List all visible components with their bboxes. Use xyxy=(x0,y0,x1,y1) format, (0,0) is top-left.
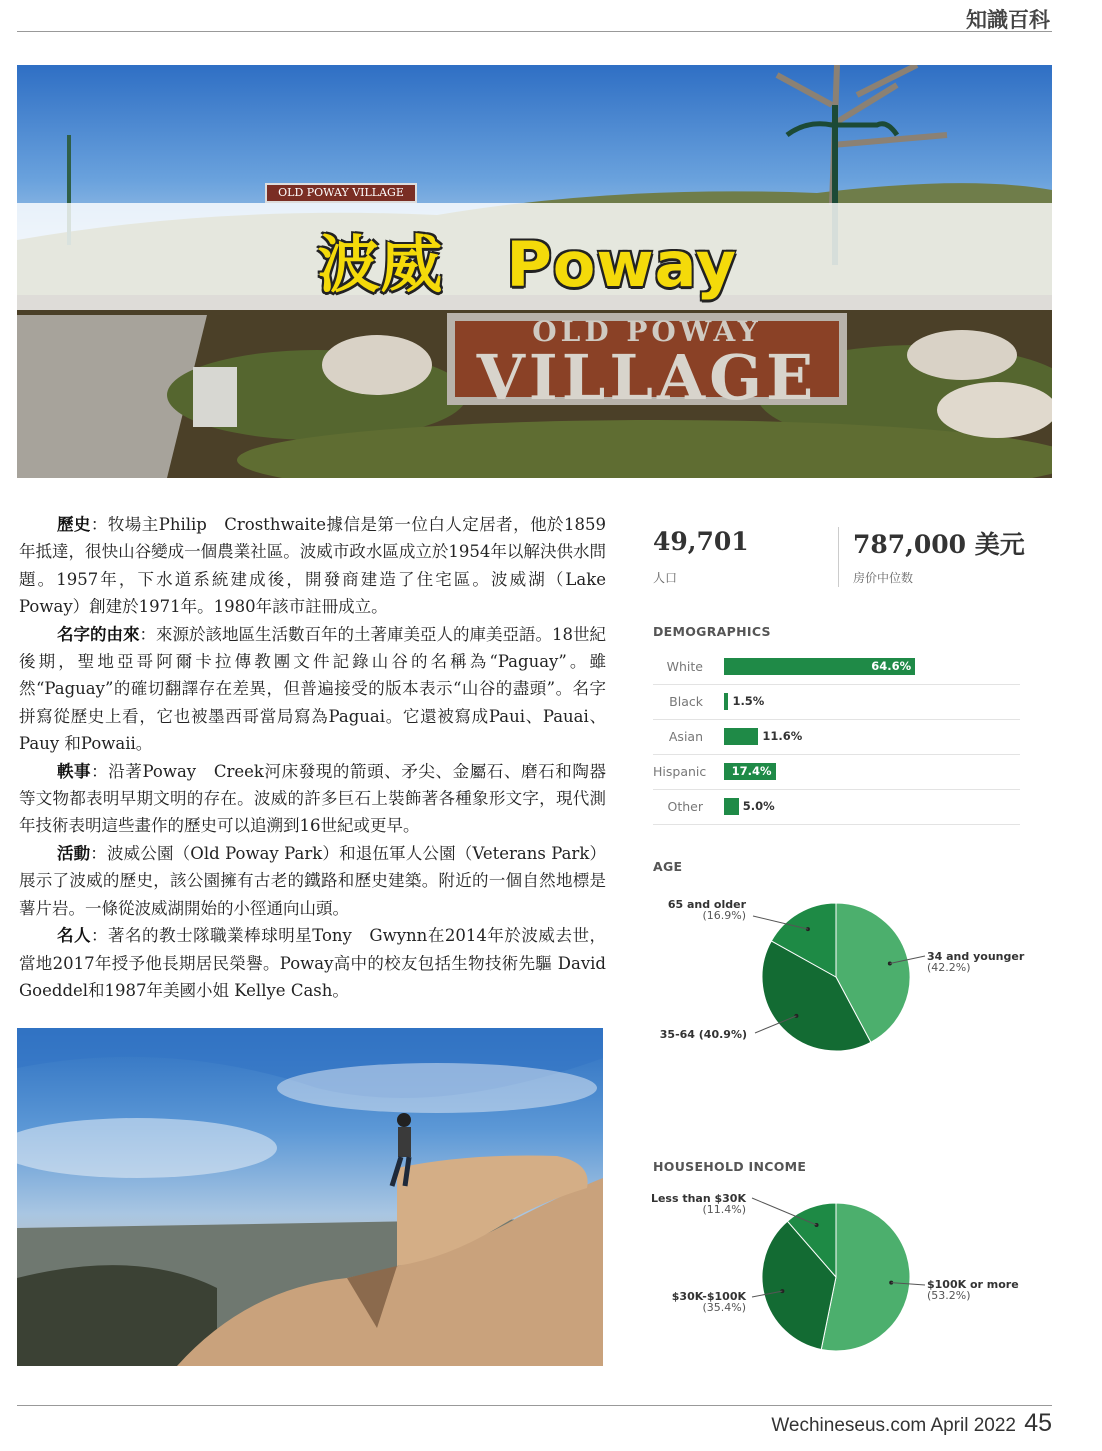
text-name-origin: ：來源於該地區生活數百年的土著庫美亞人的庫美亞語。18世紀後期，聖地亞哥阿爾卡拉傳教團文件記錄山谷的名稱為“Paguay”。雖然“Paguay”的確切翻譯存在差異，但普遍接受的版本表示“山谷的盡頭”。名字拼寫從歷史上看，它也被墨西哥當局寫為Paguai。它還被寫成Paui、Pauai、Pauy 和Powaii。 xyxy=(19,624,607,754)
stat-population-label: 人口 xyxy=(653,571,678,585)
income-heading: HOUSEHOLD INCOME xyxy=(653,1159,807,1174)
demographics-category-label: Black xyxy=(669,694,703,709)
pie-slice-percent: (11.4%) xyxy=(702,1203,746,1216)
pie-slice-label: $30K-$100K xyxy=(671,1290,746,1303)
pie-slice-percent: (35.4%) xyxy=(702,1301,746,1314)
pie-slice-label: 34 and younger xyxy=(927,950,1025,963)
rock-scenery xyxy=(17,1028,603,1366)
pie-leader-dot xyxy=(794,1014,798,1018)
demographics-value-label: 1.5% xyxy=(732,694,765,708)
top-rule xyxy=(17,31,1052,32)
paragraph-anecdotes xyxy=(19,758,606,840)
page-title: 波威 Poway xyxy=(317,228,737,301)
age-heading: AGE xyxy=(653,859,683,874)
bottom-rule xyxy=(17,1405,1052,1406)
stat-divider xyxy=(838,527,839,587)
income-pie-chart xyxy=(640,1185,1080,1375)
demographics-bar xyxy=(724,728,758,745)
section-tag: 知識百科 xyxy=(966,7,1050,32)
demographics-row xyxy=(653,790,1020,825)
pie-slice-label: 35-64 (40.9%) xyxy=(659,1028,747,1041)
pie-leader-dot xyxy=(815,1223,819,1227)
demographics-value-label: 5.0% xyxy=(742,799,775,813)
demographics-value-label: 11.6% xyxy=(762,729,803,743)
paragraph-activities xyxy=(19,840,606,922)
paragraph-notables xyxy=(19,922,606,1004)
pie-slice-percent: (16.9%) xyxy=(702,909,746,922)
text-activities: ：波威公園（Old Poway Park）和退伍軍人公園（Veterans Park）展示了波威的歷史，該公園擁有古老的鐵路和歷史建築。附近的一個自然地標是薯片岩。一條從波威湖開始的小徑通向山頭。 xyxy=(19,843,606,918)
text-history: ：牧場主Philip Crosthwaite據信是第一位白人定居者，他於1859年抵達，很快山谷變成一個農業社區。波威市政水區成立於1954年以解決供水問題。1957年，下水道系統建成後，開發商建造了住宅區。波威湖（Lake Poway）創建於1971年。1980年該市註冊成立。 xyxy=(19,515,607,617)
sign-line-village: VILLAGE xyxy=(476,341,818,414)
pie-slice-label: $100K or more xyxy=(927,1278,1019,1291)
demographics-row xyxy=(653,720,1020,755)
hero-village-sign xyxy=(447,313,847,414)
demographics-bar xyxy=(724,798,739,815)
article-body xyxy=(19,511,606,1004)
paragraph-history xyxy=(19,511,606,621)
potato-chip-rock-photo xyxy=(17,1028,603,1366)
stat-home-value: 787,000 美元 xyxy=(853,530,1025,559)
pie-slice-label: Less than $30K xyxy=(650,1192,746,1205)
footer-site: Wechineseus.com April 2022 xyxy=(771,1415,1016,1436)
heading-name-origin: 名字的由來 xyxy=(56,624,140,644)
pie-slice-percent: (53.2%) xyxy=(927,1289,971,1302)
heading-anecdotes: 軼事 xyxy=(56,761,92,781)
text-anecdotes: ：沿著Poway Creek河床發現的箭頭、矛尖、金屬石、磨石和陶器等文物都表明早期文明的存在。波威的許多巨石上裝飾著各種象形文字，現代測年技術表明這些畫作的歷史可以追溯到16世紀或更早。 xyxy=(19,761,606,836)
pie-slice-label: 65 and older xyxy=(667,898,746,911)
demographics-category-label: White xyxy=(666,659,703,674)
hero-photo xyxy=(17,65,1052,478)
page-number: 45 xyxy=(1024,1409,1052,1437)
stat-home-value-label: 房价中位数 xyxy=(853,571,914,585)
pie-slice-percent: (42.2%) xyxy=(927,961,971,974)
heading-notables: 名人 xyxy=(56,926,91,946)
demographics-row xyxy=(653,685,1020,720)
demographics-value-label: 64.6% xyxy=(871,659,912,673)
hero-small-sign: OLD POWAY VILLAGE xyxy=(265,183,417,203)
text-notables: ：著名的教士隊職業棒球明星Tony Gwynn在2014年於波威去世，當地2017年授予他長期居民榮譽。Poway高中的校友包括生物技術先驅 David Goeddel和1987年美國小姐 Kellye Cash。 xyxy=(19,926,606,1000)
demographics-heading: DEMOGRAPHICS xyxy=(653,624,771,639)
demographics-category-label: Asian xyxy=(668,729,703,744)
age-pie-chart xyxy=(640,890,1080,1080)
demographics-bar xyxy=(724,693,728,710)
demographics-value-label: 17.4% xyxy=(731,764,772,778)
sign-line-old-poway: OLD POWAY xyxy=(532,315,762,348)
stat-population-value: 49,701 xyxy=(653,527,749,556)
demographics-row xyxy=(653,755,1020,790)
demographics-category-label: Hispanic xyxy=(653,764,707,779)
heading-activities: 活動 xyxy=(56,843,91,863)
demographics-category-label: Other xyxy=(667,799,703,814)
demographics-row xyxy=(653,650,1020,685)
heading-history: 歷史 xyxy=(56,515,91,534)
demographics-chart xyxy=(653,650,1020,825)
paragraph-name-origin xyxy=(19,621,606,758)
